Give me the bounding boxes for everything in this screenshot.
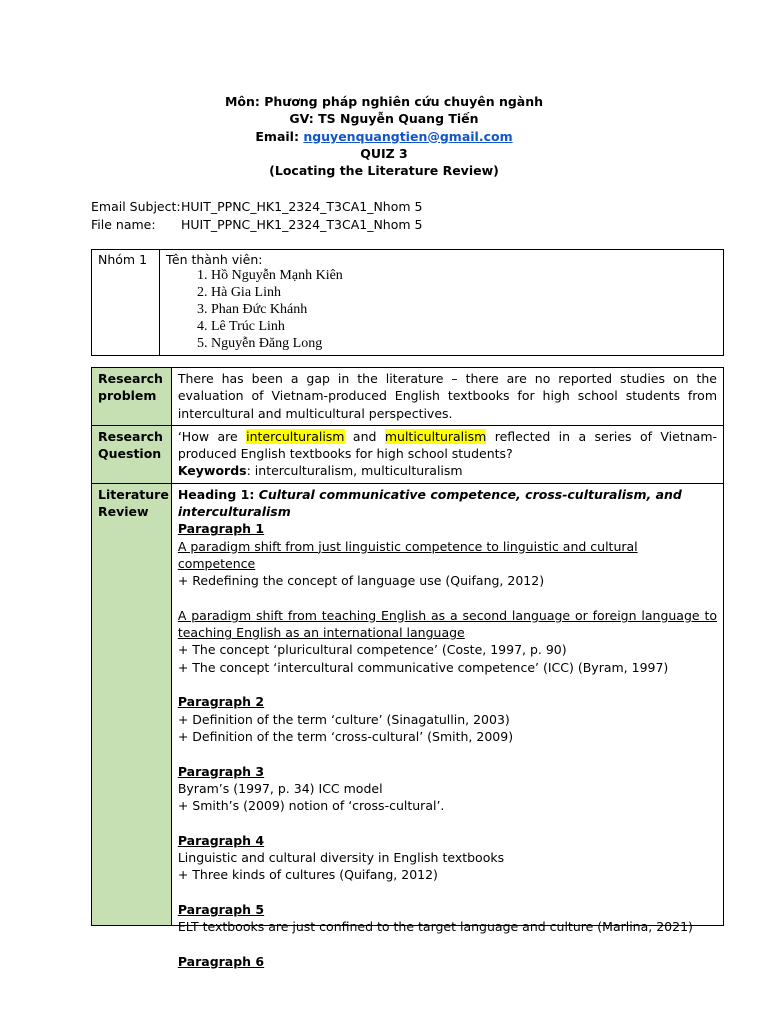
subject-value: HUIT_PPNC_HK1_2324_T3CA1_Nhom 5 <box>181 199 423 214</box>
paragraph-4-title: Paragraph 4 <box>177 832 265 848</box>
list-item: Byram’s (1997, p. 34) ICC model <box>177 780 383 796</box>
members-label: Tên thành viên: <box>166 252 263 267</box>
list-item: + The concept ‘pluricultural competence’ (Coste, 1997, p. 90) <box>177 642 567 658</box>
list-item: + The concept ‘intercultural communicative competence’ (ICC) (Byram, 1997) <box>177 659 669 675</box>
paragraph-1-title: Paragraph 1 <box>177 521 265 537</box>
literature-review-label: Literature Review <box>92 483 172 925</box>
list-item: + Three kinds of cultures (Quifang, 2012) <box>177 867 438 883</box>
members-cell <box>160 250 724 356</box>
keywords-line <box>178 462 717 479</box>
research-question-label: Research Question <box>92 425 172 483</box>
paragraph-6-title: Paragraph 6 <box>177 953 265 969</box>
research-table <box>91 367 724 969</box>
heading-1: Heading 1: Cultural communicative competence, cross-culturalism, and interculturalism <box>177 486 682 520</box>
email-line <box>0 128 768 145</box>
paragraph-2-title: Paragraph 2 <box>177 694 265 710</box>
member-item: 2. Hà Gia Linh <box>211 284 717 301</box>
member-list <box>166 267 717 352</box>
highlight-interculturalism: interculturalism <box>246 428 345 444</box>
research-question-cell <box>171 425 723 483</box>
group-label: Nhóm 1 <box>92 250 160 356</box>
quiz-subtitle: (Locating the Literature Review) <box>269 163 499 179</box>
list-item: Linguistic and cultural diversity in English textbooks <box>177 850 505 866</box>
paradigm-shift-1: A paradigm shift from just linguistic competence to linguistic and cultural competence <box>177 538 638 571</box>
literature-review-cell <box>171 483 723 969</box>
submission-meta <box>91 198 422 234</box>
research-question-text: ‘How are interculturalism and multiculturalism reflected in a series of Vietnam-produced English textbooks for high school students? <box>177 428 718 462</box>
group-table <box>91 249 724 356</box>
list-item: + Definition of the term ‘culture’ (Sinagatullin, 2003) <box>177 711 510 727</box>
list-item: + Smith’s (2009) notion of ‘cross-cultural’. <box>177 798 445 814</box>
teacher-name: GV: TS Nguyễn Quang Tiến <box>289 111 479 127</box>
quiz-title: QUIZ 3 <box>360 145 408 161</box>
list-item: ELT textbooks are just confined to the target language and culture (Marlina, 2021) <box>177 919 693 935</box>
document-header <box>0 93 768 179</box>
list-item: + Definition of the term ‘cross-cultural’ (Smith, 2009) <box>177 728 514 744</box>
keywords-value: : interculturalism, multiculturalism <box>246 463 463 479</box>
paragraph-3-title: Paragraph 3 <box>177 763 265 779</box>
keywords-label: Keywords <box>177 463 247 479</box>
paradigm-shift-2: A paradigm shift from teaching English as a second language or foreign language to teaching English as an international language <box>177 607 717 641</box>
member-item: 4. Lê Trúc Linh <box>211 318 717 335</box>
research-problem-label: Research problem <box>92 368 172 426</box>
email-label: Email: <box>255 128 304 144</box>
list-item: + Redefining the concept of language use (Quifang, 2012) <box>177 573 545 589</box>
course-title: Môn: Phương pháp nghiên cứu chuyên ngành <box>224 94 544 109</box>
member-item: 5. Nguyễn Đăng Long <box>211 335 717 352</box>
paragraph-5-title: Paragraph 5 <box>177 901 265 917</box>
member-item: 1. Hồ Nguyễn Mạnh Kiên <box>211 267 717 284</box>
member-item: 3. Phan Đức Khánh <box>211 301 717 318</box>
file-value: HUIT_PPNC_HK1_2324_T3CA1_Nhom 5 <box>181 217 423 232</box>
file-label: File name: <box>91 217 156 232</box>
research-problem-text: There has been a gap in the literature – there are no reported studies on the evaluation of Vietnam-produced English textbooks for high school students from intercultural and multicultural perspectives. <box>171 368 723 426</box>
subject-label: Email Subject: <box>91 199 181 214</box>
highlight-multiculturalism: multiculturalism <box>384 428 487 444</box>
email-link[interactable]: nguyenquangtien@gmail.com <box>303 128 513 144</box>
